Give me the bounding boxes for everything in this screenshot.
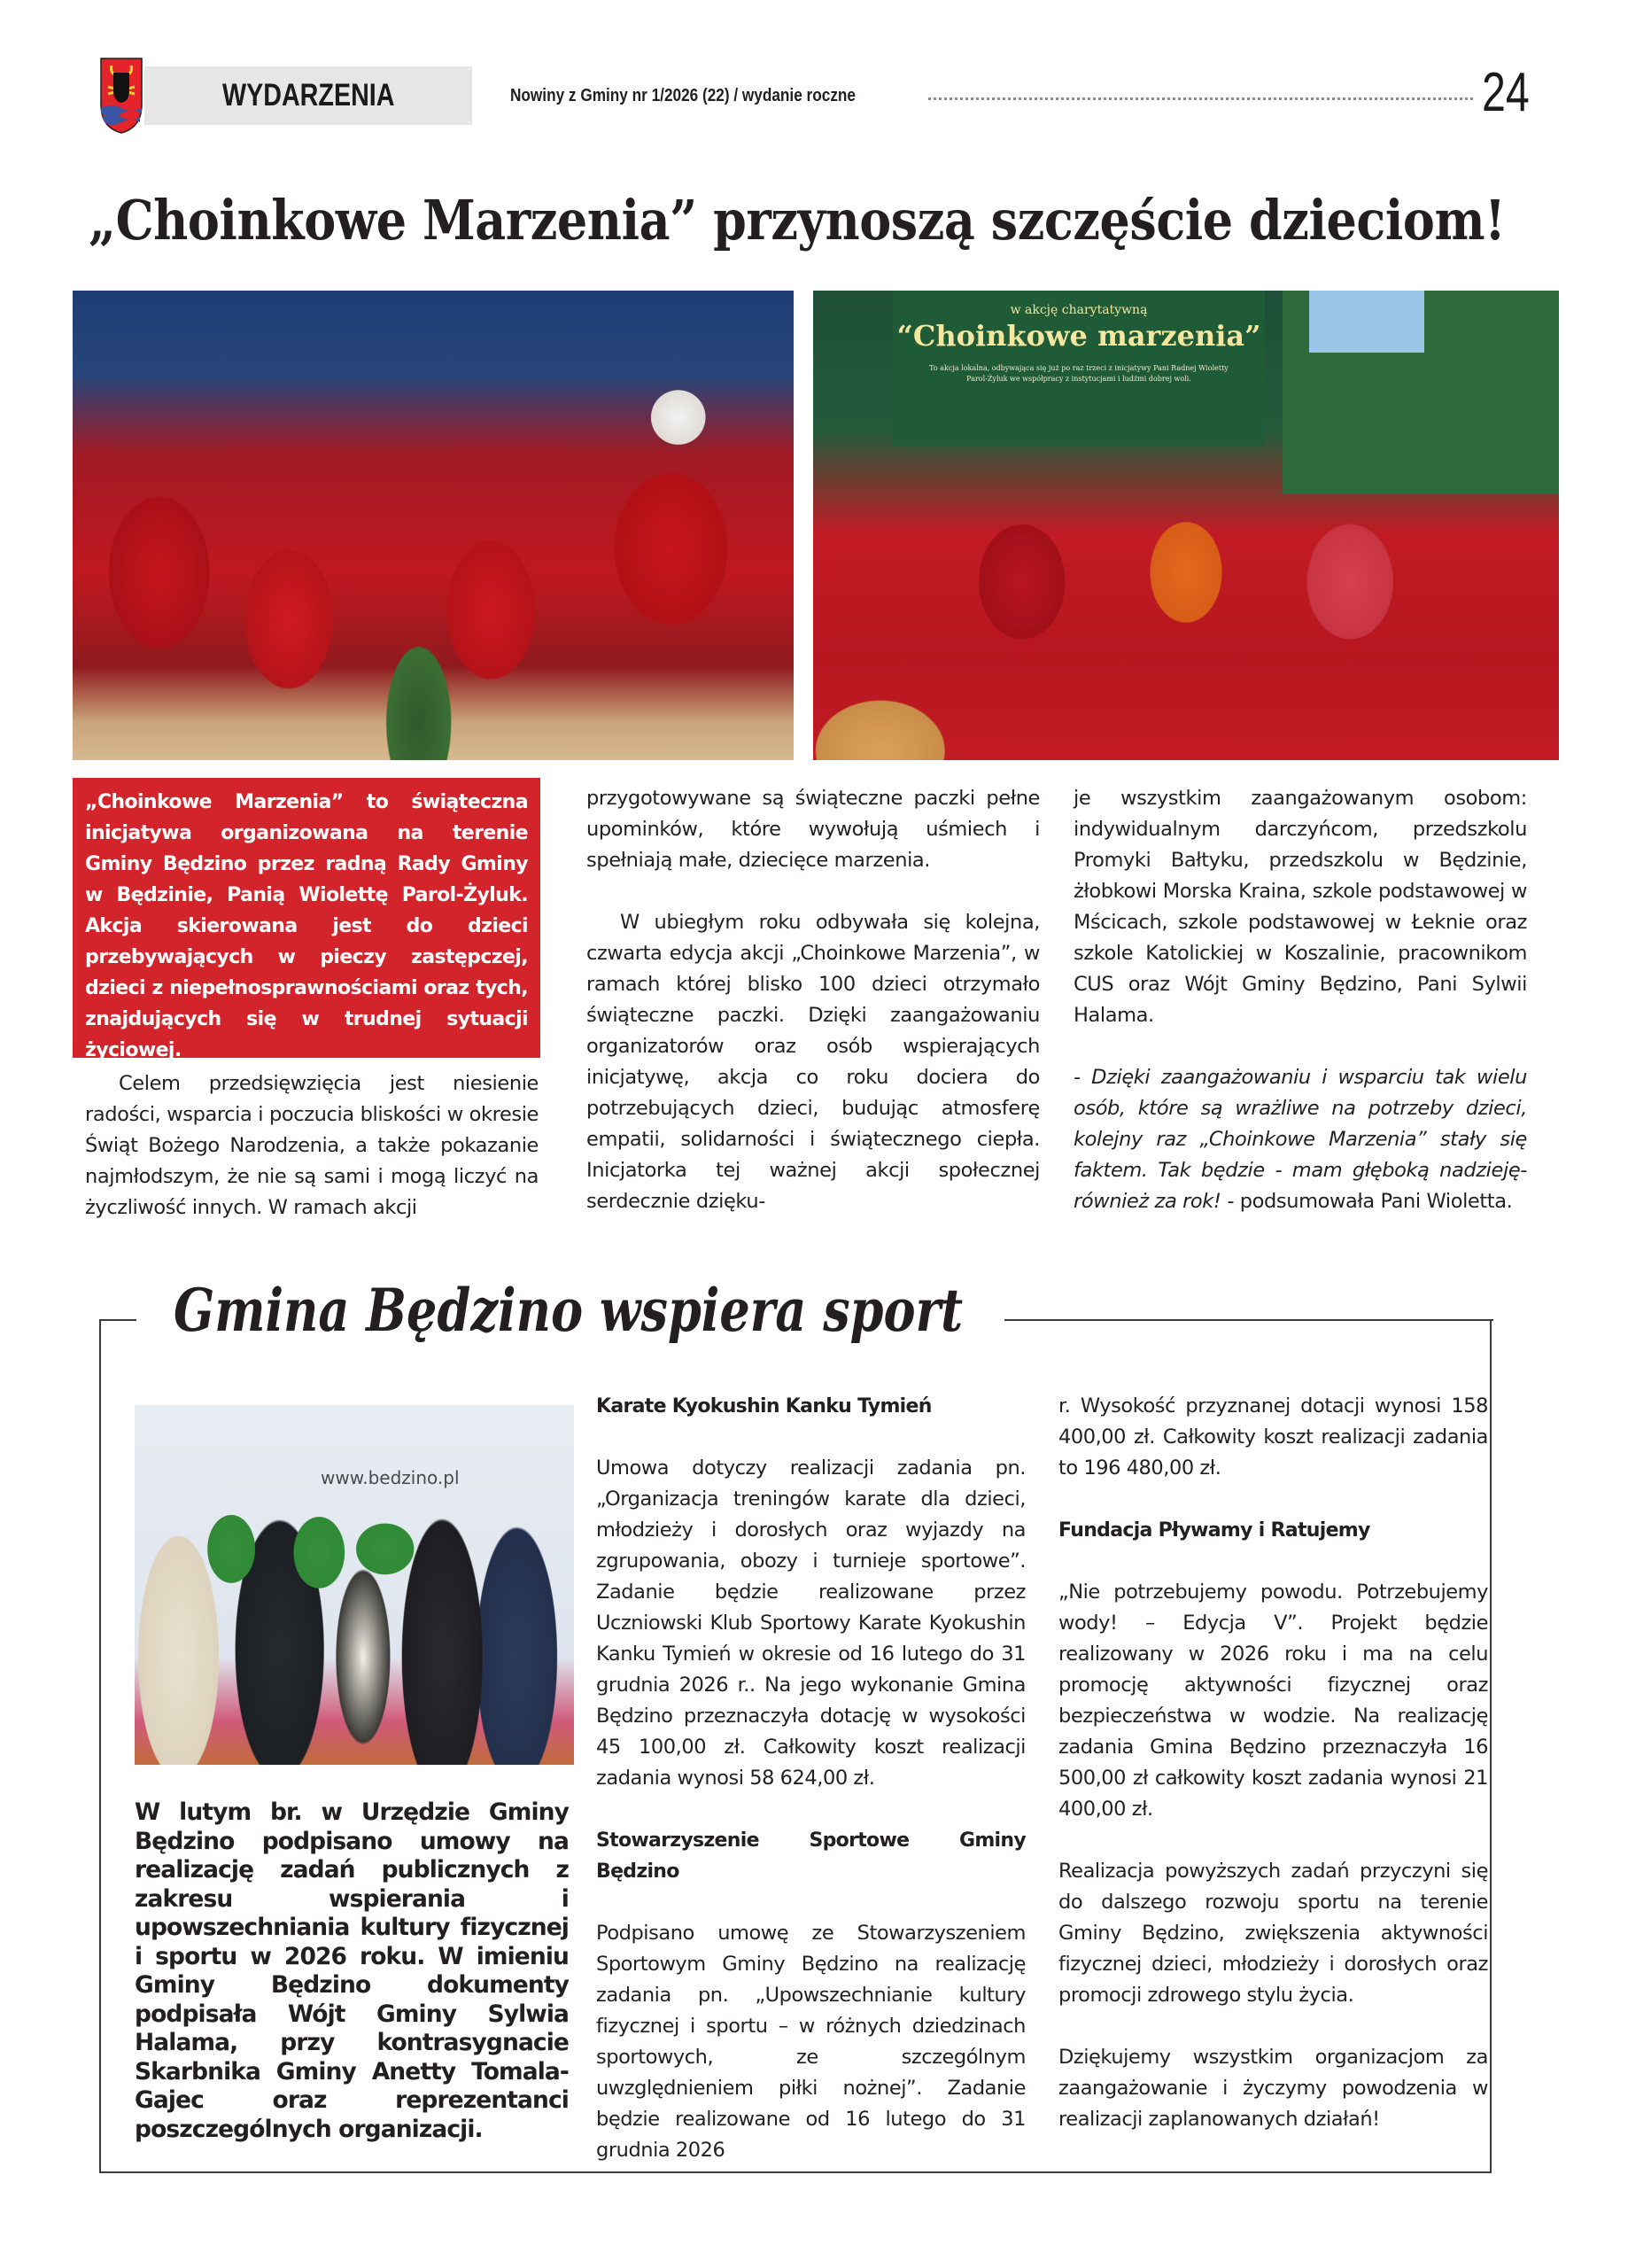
article1-col2-paragraph-2: W ubiegłym roku odbywała się kolejna, czwarta edycja akcji „Choinkowe Marzenia”, w ramach której blisko 100 dzieci otrzymało świąteczne paczki. Dzięki zaangażowaniu organizatorów oraz osób wspierających inicjatywę, akcja co roku dociera do potrzebujących dzieci, budując atmosferę empatii, solidarności i świątecznego ciepła. Inicjatorka tej ważnej akcji społecznej serdecznie dzięku- — [586, 911, 1040, 1213]
article1-column-1 — [85, 1068, 539, 1223]
banner-url-text: www.bedzino.pl — [321, 1467, 460, 1488]
article1-column-2 — [586, 783, 1040, 1217]
section-heading-fundacja: Fundacja Pływamy i Ratujemy — [1058, 1519, 1370, 1542]
article1-column-3 — [1074, 783, 1527, 1217]
article2-headline: Gmina Będzino wspiera sport — [174, 1276, 964, 1345]
article1-col2-paragraph-1: przygotowywane są świąteczne paczki pełne upominków, które wywołują uśmiech i spełniają małe, dziecięce marzenia. — [586, 787, 1040, 872]
photo-children-group — [813, 291, 1559, 760]
article2-lead: W lutym br. w Urzędzie Gminy Będzino podpisano umowy na realizację zadań publicznych z zakresu wspierania i upowszechniania kultury fizycznej i sportu w 2026 roku. W imieniu Gminy Będzino dokumenty podpisała Wójt Gminy Sylwia Halama, przy kontrasygnacie Skarbnika Gminy Anetty Tomala-Gajec oraz reprezentanci poszczególnych organizacji. — [135, 1798, 569, 2143]
screen-title: “Choinkowe marzenia” — [896, 319, 1261, 353]
frame-top-rule-left — [99, 1319, 136, 1321]
section-label-text: WYDARZENIA — [222, 78, 395, 113]
article2-closing-1: Realizacja powyższych zadań przyczyni się do dalszego rozwoju sportu na terenie Gminy Będzino, zwiększenia aktywności fizycznej dzieci, młodzieży i dorosłych oraz promocji zdrowego stylu życia. — [1058, 1860, 1488, 2007]
screen-body: To akcja lokalna, odbywająca się już po raz trzeci z inicjatywy Pani Radnej Wioletty Parol-Żyluk we współpracy z instytucjami i ludźmi dobrej woli. — [929, 364, 1229, 383]
article1-lead-box — [73, 778, 540, 1061]
frame-top-rule-right — [1004, 1319, 1493, 1321]
section-body-fundacja: „Nie potrzebujemy powodu. Potrzebujemy wody! – Edycja V”. Projekt będzie realizowany w 2026 roku i ma na celu promocję aktywności fizycznej oraz bezpieczeństwa w wodzie. Na realizację zadania Gmina Będzino przeznaczyła 16 500,00 zł całkowity koszt zadania wynosi 21 400,00 zł. — [1058, 1581, 1488, 1821]
article1-lead: „Choinkowe Marzenia” to świąteczna inicjatywa organizowana na terenie Gminy Będzino przez radną Rady Gminy w Będzinie, Panią Wiolettę Parol-Żyluk. Akcja skierowana jest do dzieci przebywających w pieczy zastępczej, dzieci z niepełnosprawnościami oraz tych, znajdujących się w trudnej sytuacji życiowej. — [85, 791, 528, 1061]
photo-christmas-dance — [73, 291, 794, 760]
article2-column-2 — [596, 1391, 1026, 2166]
article2-closing-2: Dziękujemy wszystkim organizacjom za zaangażowanie i życzymy powodzenia w realizacji zaplanowanych działań! — [1058, 2046, 1488, 2131]
article1-quote-attribution: - podsumowała Pani Wioletta. — [1221, 1190, 1513, 1213]
section-heading-karate: Karate Kyokushin Kanku Tymień — [596, 1395, 932, 1418]
section-body-stowarzyszenie-cont: r. Wysokość przyznanej dotacji wynosi 158 400,00 zł. Całkowity koszt realizacji zadania to 196 480,00 zł. — [1058, 1394, 1488, 1480]
issue-info: Nowiny z Gminy nr 1/2026 (22) / wydanie roczne — [510, 86, 856, 105]
screen-subtitle: w akcję charytatywną — [1010, 303, 1148, 317]
article1-headline: „Choinkowe Marzenia” przynoszą szczęście dzieciom! — [89, 188, 1506, 252]
page-number: 24 — [1482, 62, 1530, 123]
section-body-stowarzyszenie: Podpisano umowę ze Stowarzyszeniem Sportowym Gminy Będzino na realizację zadania pn. „Upowszechnianie kultury fizycznej i sportu – w różnych dziedzinach sportowych, ze szczególnym uwzględnieniem piłki nożnej”. Zadanie będzie realizowane od 16 lutego do 31 grudnia 2026 — [596, 1922, 1026, 2162]
article1-col3-paragraph: je wszystkim zaangażowanym osobom: indywidualnym darczyńcom, przedszkolu Promyki Bałtyku, przedszkolu w Będzinie, żłobkowi Morska Kraina, szkole podstawowej w Mścicach, szkole podstawowej w Łeknie oraz szkole Katolickiej w Koszalinie, pracownikom CUS oraz Wójt Gminy Będzino, Pani Sylwii Halama. — [1074, 787, 1527, 1027]
section-label — [144, 66, 472, 125]
section-heading-stowarzyszenie: Stowarzyszenie Sportowe Gminy Będzino — [596, 1829, 1026, 1883]
article1-quote-paragraph — [1074, 1062, 1527, 1217]
article1-col1-paragraph: Celem przedsięwzięcia jest niesienie radości, wsparcia i poczucia bliskości w okresie Świąt Bożego Narodzenia, a także pokazanie najmłodszym, że nie są sami i mogą liczyć na życzliwość innych. W ramach akcji — [85, 1072, 539, 1219]
projection-screen — [893, 291, 1265, 446]
section-body-karate: Umowa dotyczy realizacji zadania pn. „Organizacja treningów karate dla dzieci, młodzieży i dorosłych oraz wyjazdy na zgrupowania, obozy i turnieje sportowe”. Zadanie będzie realizowane przez Uczniowski Klub Sportowy Karate Kyokushin Kanku Tymień w okresie od 16 lutego do 31 grudnia 2026 r.. Na jego wykonanie Gmina Będzino przeznaczyła dotację w wysokości 45 100,00 zł. Całkowity koszt realizacji zadania wynosi 58 624,00 zł. — [596, 1456, 1026, 1790]
photo-agreement-signing — [135, 1405, 574, 1765]
header-dotted-rule — [928, 97, 1473, 100]
coat-of-arms-icon — [99, 53, 143, 135]
wall-map — [1309, 291, 1424, 353]
article2-column-3 — [1058, 1391, 1488, 2135]
article1-quote: - Dzięki zaangażowaniu i wsparciu tak wielu osób, które są wrażliwe na potrzeby dzieci, kolejny raz „Choinkowe Marzenia” stały się faktem. Tak będzie - mam głęboką nadzieję- również za rok! — [1074, 1066, 1527, 1213]
